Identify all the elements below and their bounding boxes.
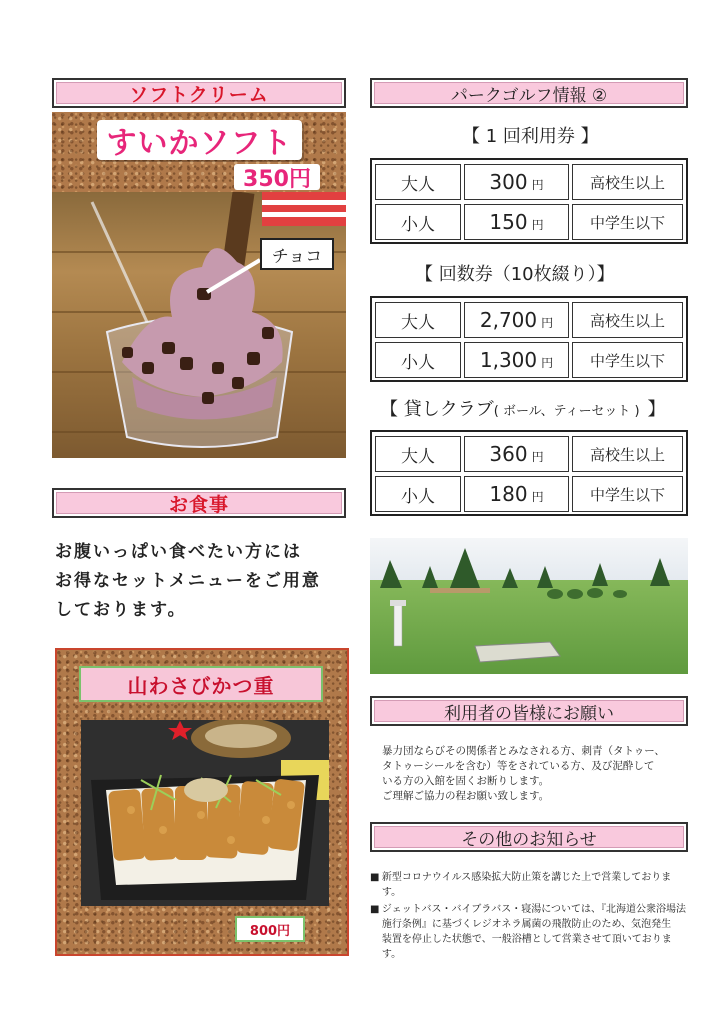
coupon-title: 【 回数券（10枚綴り）】 <box>415 264 615 285</box>
dish-price-label <box>235 916 305 942</box>
row-price: 180 円 <box>464 476 569 512</box>
single-ticket-table <box>370 158 688 244</box>
table-row <box>375 476 683 512</box>
softcream-header-text: ソフトクリーム <box>129 83 269 106</box>
meal-header-text: お食事 <box>168 493 229 516</box>
row-note: 高校生以上 <box>572 302 683 338</box>
table-row <box>375 302 683 338</box>
meal-description <box>55 538 355 625</box>
notice-item: ■ 新型コロナウイルス感染拡大防止策を講じた上で営業しております。 <box>370 872 672 898</box>
request-header <box>370 696 688 726</box>
softcream-title: すいかソフト <box>106 126 293 161</box>
meal-board <box>55 648 349 956</box>
row-label: 大人 <box>375 302 461 338</box>
dish-price: 800円 <box>249 923 291 939</box>
chocolate-callout-text: チョコ <box>271 246 323 267</box>
request-line: 暴力団ならびその関係者とみなされる方、刺青（タトゥー、 <box>382 745 665 757</box>
row-label: 小人 <box>375 204 461 240</box>
dish-title: 山わさびかつ重 <box>127 673 275 698</box>
katsu-photo <box>81 720 329 906</box>
bullet-icon: ■ <box>370 872 380 883</box>
row-label: 小人 <box>375 342 461 378</box>
notice-item: ■ ジェットバス・バイブラバス・寝湯については、『北海道公衆浴場法 施行条例』に基づくレジオネラ属菌の飛散防止のため、気泡発生 装置を停止した状態で、一般浴槽として営業させて頂いております。 <box>370 904 686 960</box>
parkgolf-header <box>370 78 688 108</box>
parkgolf-header-text: パークゴルフ情報 ② <box>450 85 608 106</box>
chocolate-callout <box>260 238 334 270</box>
row-price: 360 円 <box>464 436 569 472</box>
meal-description-line: お腹いっぱい食べたい方には <box>55 542 302 562</box>
row-price: 300 円 <box>464 164 569 200</box>
row-note: 中学生以下 <box>572 476 683 512</box>
row-label: 大人 <box>375 436 461 472</box>
row-note: 高校生以上 <box>572 436 683 472</box>
notice-header <box>370 822 688 852</box>
parkgolf-photo <box>370 538 688 674</box>
dish-title-label <box>79 666 323 702</box>
table-row <box>375 204 683 240</box>
softcream-board <box>52 112 346 458</box>
row-price: 1,300 円 <box>464 342 569 378</box>
notice-list <box>370 870 688 962</box>
row-label: 大人 <box>375 164 461 200</box>
coupon-table <box>370 296 688 382</box>
meal-description-line: しております。 <box>55 600 187 620</box>
row-price: 2,700 円 <box>464 302 569 338</box>
meal-description-line: お得なセットメニューをご用意 <box>55 571 321 591</box>
row-note: 高校生以上 <box>572 164 683 200</box>
meal-header <box>52 488 346 518</box>
softcream-price-label <box>234 164 320 190</box>
row-label: 小人 <box>375 476 461 512</box>
bullet-icon: ■ <box>370 904 380 915</box>
table-row <box>375 164 683 200</box>
single-ticket-title: 【 1 回利用券 】 <box>462 126 599 147</box>
table-row <box>375 436 683 472</box>
request-line: タトゥーシールを含む）等をされている方、及び泥酔して <box>382 760 655 772</box>
softcream-header <box>52 78 346 108</box>
request-line: ご理解ご協力の程お願い致します。 <box>382 790 550 802</box>
request-line: いる方の入館を固くお断りします。 <box>382 775 550 787</box>
rental-table <box>370 430 688 516</box>
softcream-price: 350円 <box>243 166 311 192</box>
request-text <box>382 744 688 804</box>
row-note: 中学生以下 <box>572 342 683 378</box>
notice-header-text: その他のお知らせ <box>461 829 597 850</box>
softcream-photo <box>52 192 346 458</box>
rental-title: 【 貸しクラブ( ボール、ティーセット ) 】 <box>380 399 666 420</box>
table-row <box>375 342 683 378</box>
row-price: 150 円 <box>464 204 569 240</box>
row-note: 中学生以下 <box>572 204 683 240</box>
softcream-title-label <box>97 120 302 160</box>
rental-title-small: ( ボール、ティーセット ) <box>493 404 640 419</box>
request-header-text: 利用者の皆様にお願い <box>444 703 614 724</box>
